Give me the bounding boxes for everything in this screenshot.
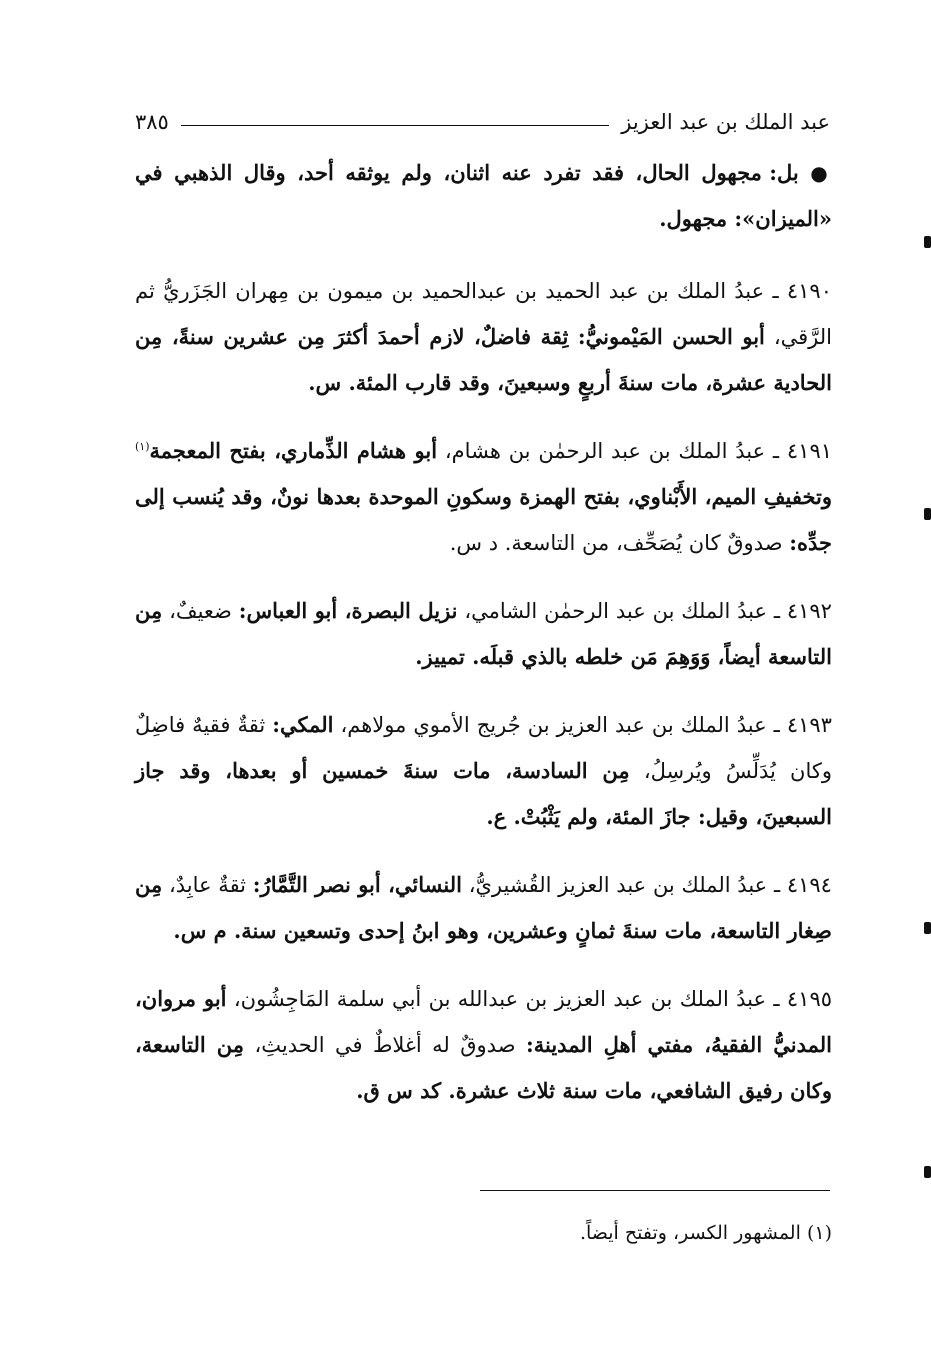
entry-nisba: المكي: — [272, 712, 334, 737]
footnote-divider — [480, 1190, 830, 1191]
entry-name: عبدُ الملك بن عبد الحميد بن عبدالحميد بن ميمون بن مِهران الجَزَريُّ ثم الرَّقي، — [135, 279, 832, 349]
entry-grade: ضعيفٌ، — [169, 599, 232, 623]
entry-number: ٤١٩٠ — [786, 279, 832, 303]
footnote-reference[interactable]: (١) — [135, 440, 150, 453]
intro-text: بل: مجهول الحال، فقد تفرد عنه اثنان، ولم يوثقه أحد، وقال الذهبي في «الميزان»: مجهول. — [135, 160, 832, 231]
entry-dash: ـ — [772, 279, 779, 303]
entry-dash: ـ — [773, 599, 780, 623]
entry-dash: ـ — [773, 873, 781, 897]
entry-grade: صدوقٌ كان يُصَحِّف، من التاسعة. د س. — [449, 531, 783, 555]
running-header — [135, 102, 830, 142]
entry-number: ٤١٩٤ — [786, 873, 832, 897]
entry-name: عبدُ الملك بن عبد الرحمٰن الشامي، — [464, 599, 767, 623]
entry-nisba: أبو مروان، المدنيُّ الفقيهُ، مفتي أهلِ المدينة: — [135, 986, 832, 1057]
entry-dash: ـ — [772, 439, 780, 463]
entry-name: عبدُ الملك بن عبد العزيز بن عبدالله بن أبي سلمة المَاجِشُون، — [233, 987, 767, 1011]
biography-entry-4193 — [135, 702, 832, 840]
entry-tabaqa: مِن السادسة، مات سنةَ خمسين أو بعدها، وقد جاز السبعينَ، وقيل: جازَ المئة، ولم يَثْبُتْ. ع. — [135, 758, 832, 829]
entry-grade: ثقةٌ فقيهٌ فاضِلٌ وكان يُدَلِّسُ ويُرسِلُ، — [135, 713, 833, 783]
entry-tabaqa: مِن التاسعة أيضاً، وَوَهِمَ مَن خلطه بالذي قبلَه. تمييز. — [135, 598, 832, 669]
margin-mark — [924, 1166, 931, 1178]
entry-number: ٤١٩٥ — [786, 987, 833, 1011]
footnote-number: (١) — [806, 1222, 832, 1244]
margin-mark — [924, 922, 931, 934]
biography-entry-4194 — [135, 862, 832, 954]
entry-nisba-cont: وتخفيفِ الميم، الأَبْناوي، بفتح الهمزة وسكونِ الموحدة بعدها نونٌ، وقد يُنسب إلى جدِّه: — [135, 484, 832, 555]
footnote-text: المشهور الكسر، وتفتح أيضاً. — [579, 1222, 801, 1244]
entry-tabaqa: مِن صِغار التاسعة، مات سنةَ ثمانٍ وعشرين، وهو ابنُ إحدى وتسعين سنة. م س. — [135, 872, 832, 943]
footnote — [135, 1218, 832, 1248]
margin-mark — [924, 508, 931, 520]
intro-paragraph — [135, 150, 832, 242]
entry-nisba: نزيل البصرة، أبو العباس: — [238, 598, 458, 623]
entry-name: عبدُ الملك بن عبد العزيز بن جُريج الأموي مولاهم، — [340, 713, 767, 737]
bullet-icon: ● — [810, 161, 832, 185]
entry-nisba: أبو هشام الذِّماري، بفتح المعجمة — [149, 438, 438, 463]
entry-grade: صدوقٌ له أغلاطٌ في الحديثِ، — [254, 1033, 516, 1057]
entry-name: عبدُ الملك بن عبد الرحمٰن بن هشام، — [444, 439, 766, 463]
margin-mark — [924, 236, 931, 248]
biography-entry-4192 — [135, 588, 832, 680]
entry-grade: ثقةٌ عابِدٌ، — [168, 873, 247, 897]
page-number: ٣٨٥ — [135, 110, 169, 134]
entry-number: ٤١٩٢ — [786, 599, 832, 623]
biography-entry-4195 — [135, 976, 832, 1114]
biography-entry-4191 — [135, 428, 832, 566]
header-rule — [181, 125, 609, 126]
entry-number: ٤١٩٣ — [786, 713, 832, 737]
entry-tabaqa: مِن التاسعة، وكان رفيق الشافعي، مات سنة ثلاث عشرة. كد س ق. — [135, 1032, 832, 1103]
entry-name: عبدُ الملك بن عبد العزيز القُشيريُّ، — [468, 873, 768, 897]
entry-dash: ـ — [773, 713, 780, 737]
entry-dash: ـ — [773, 987, 780, 1011]
entry-nisba: النسائي، أبو نصر التَّمَّارُ: — [252, 872, 462, 897]
page-body — [135, 150, 832, 1136]
running-title: عبد الملك بن عبد العزيز — [621, 110, 830, 134]
entry-number: ٤١٩١ — [786, 439, 833, 463]
biography-entry-4190 — [135, 268, 832, 406]
entry-text: أبو الحسن المَيْمونيُّ: ثِقة فاضلٌ، لازم أحمدَ أكثرَ مِن عشرين سنةً، مِن الحادية عشرة، مات سنةَ أربعٍ وسبعينَ، وقد قارب المئة. س. — [135, 324, 832, 395]
